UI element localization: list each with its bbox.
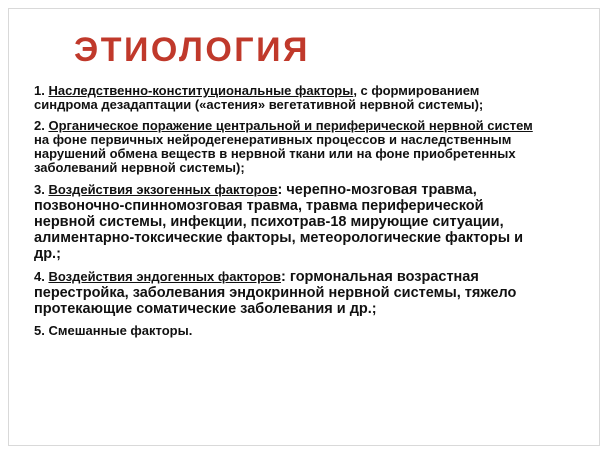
item-text: : черепно-мозговая травма, позвоночно-спинномозговая травма, травма периферической нервной системы, инфекции, психотрав-18 мирующие ситуации, алиментарно-токсические факторы, метеорологические факторы и др.; bbox=[34, 182, 524, 262]
item-number: 4. bbox=[34, 269, 45, 284]
slide-title: ЭТИОЛОГИЯ bbox=[74, 31, 310, 69]
item-number: 2. bbox=[34, 118, 45, 133]
list-item bbox=[34, 324, 540, 338]
item-heading: Воздействия эндогенных факторов bbox=[48, 269, 281, 284]
item-number: 1. bbox=[34, 83, 45, 98]
item-text: , с формированием синдрома дезадаптации («астения» вегетативной нервной системы); bbox=[34, 83, 484, 112]
item-number: 3. bbox=[34, 182, 45, 197]
list-item bbox=[34, 84, 540, 112]
item-heading: Органическое поражение центральной и периферической нервной систем bbox=[48, 118, 533, 133]
item-number: 5. bbox=[34, 323, 45, 338]
item-heading: Наследственно-конституциональные факторы bbox=[48, 83, 354, 98]
etiology-list bbox=[34, 84, 540, 345]
item-text: Смешанные факторы. bbox=[48, 323, 193, 338]
list-item bbox=[34, 269, 540, 317]
list-item bbox=[34, 182, 540, 262]
item-text: : гормональная возрастная перестройка, заболевания эндокринной нервной системы, тяжело протекающие соматические заболевания и др.; bbox=[34, 269, 517, 317]
item-text: на фоне первичных нейродегенеративных процессов и наследственным нарушений обмена веществ в нервной ткани или на фоне приобретенных заболеваний нервной системы); bbox=[34, 132, 516, 175]
item-heading: Воздействия экзогенных факторов bbox=[48, 182, 278, 197]
list-item bbox=[34, 119, 540, 175]
